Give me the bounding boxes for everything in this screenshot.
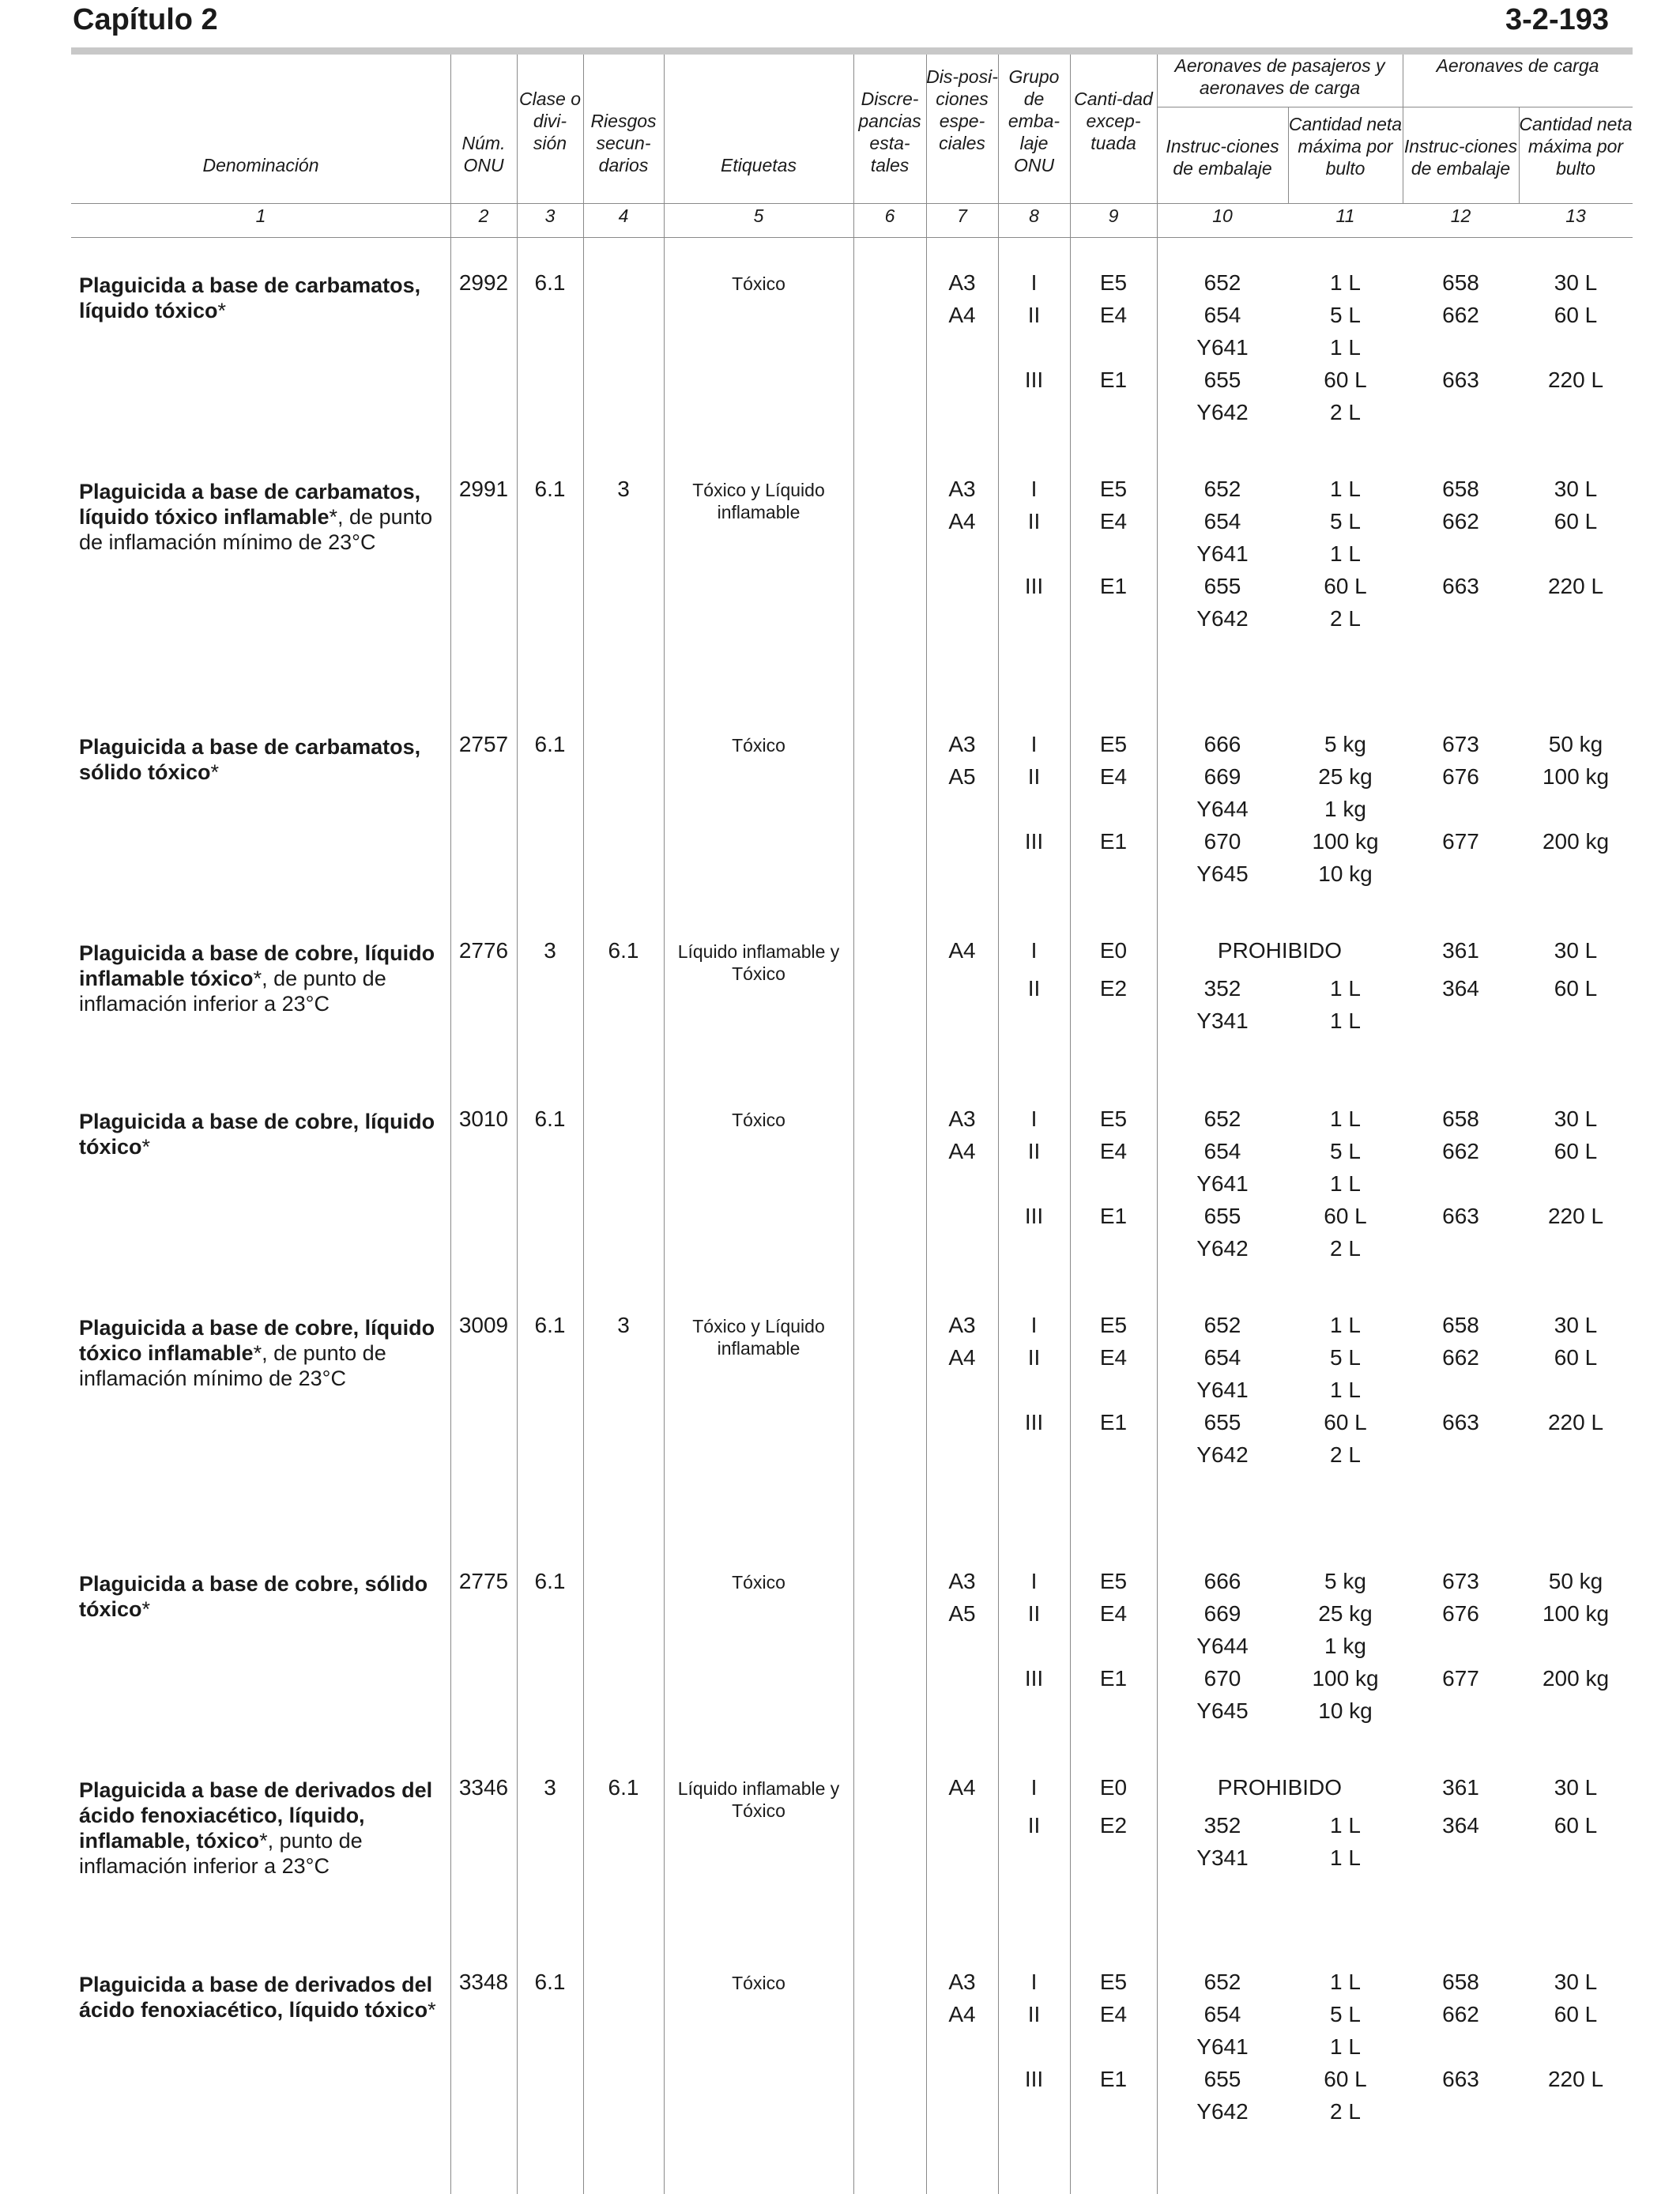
packing-instruction-pax: 670 bbox=[1203, 829, 1241, 854]
substance-name-bold: Plaguicida a base de derivados del ácido fenoxiacético, líquido, inflamable, tóxico bbox=[79, 1778, 433, 1853]
substance-name bbox=[79, 273, 450, 323]
max-qty-cargo: 220 L bbox=[1547, 1410, 1604, 1434]
max-qty-cargo: 100 kg bbox=[1542, 764, 1610, 789]
packing-group: II bbox=[1027, 1601, 1041, 1626]
max-qty-pax: 100 kg bbox=[1312, 829, 1379, 854]
col-divider bbox=[664, 55, 665, 2194]
packing-instruction-cargo: 658 bbox=[1442, 270, 1479, 295]
max-qty-cargo: 30 L bbox=[1554, 477, 1598, 501]
forbidden-text: PROHIBIDO bbox=[1217, 1775, 1343, 1800]
max-qty-pax: 5 L bbox=[1330, 2002, 1361, 2026]
packing-instruction-pax: 654 bbox=[1203, 1345, 1241, 1370]
max-qty-pax: 1 L bbox=[1330, 477, 1361, 501]
excepted-quantity: E1 bbox=[1099, 1410, 1128, 1434]
un-number: 2992 bbox=[458, 270, 509, 295]
max-qty-cargo: 60 L bbox=[1554, 2002, 1598, 2026]
max-qty-pax: 1 L bbox=[1330, 1813, 1361, 1838]
header-class: Clase o divi-sión bbox=[519, 89, 581, 153]
max-qty-pax: 25 kg bbox=[1318, 764, 1373, 789]
packing-instruction-pax: Y642 bbox=[1196, 606, 1249, 631]
max-qty-pax: 1 L bbox=[1330, 1970, 1361, 1994]
packing-group: I bbox=[1030, 477, 1038, 501]
packing-instruction-cargo: 662 bbox=[1442, 1345, 1479, 1370]
packing-group: I bbox=[1030, 1106, 1038, 1131]
substance-name bbox=[79, 1315, 450, 1391]
max-qty-pax: 1 L bbox=[1330, 270, 1361, 295]
excepted-quantity: E1 bbox=[1099, 574, 1128, 598]
substance-name-bold: Plaguicida a base de cobre, líquido tóxico inflamable bbox=[79, 1316, 435, 1365]
subsidiary-risk: 3 bbox=[617, 1313, 630, 1337]
substance-name bbox=[79, 479, 450, 555]
class-division: 6.1 bbox=[534, 477, 566, 501]
packing-instruction-pax: 655 bbox=[1203, 1204, 1241, 1228]
max-qty-cargo: 30 L bbox=[1554, 1970, 1598, 1994]
max-qty-cargo: 60 L bbox=[1554, 303, 1598, 327]
packing-group: III bbox=[1024, 368, 1044, 392]
col-number: 8 bbox=[1029, 205, 1039, 226]
packing-instruction-cargo: 662 bbox=[1442, 303, 1479, 327]
header-qty-pax: Cantidad neta máxima por bulto bbox=[1288, 114, 1403, 179]
max-qty-pax: 1 L bbox=[1330, 1008, 1361, 1033]
class-division: 3 bbox=[544, 1775, 556, 1800]
packing-group: II bbox=[1027, 976, 1041, 1001]
col-number: 3 bbox=[544, 205, 556, 226]
header-labels: Etiquetas bbox=[721, 155, 797, 175]
packing-instruction-pax: Y642 bbox=[1196, 2099, 1249, 2124]
max-qty-pax: 5 L bbox=[1330, 1139, 1361, 1163]
substance-name bbox=[79, 1777, 450, 1879]
packing-instruction-pax: 655 bbox=[1203, 368, 1241, 392]
packing-group: III bbox=[1024, 1666, 1044, 1691]
hazard-labels: Tóxico bbox=[732, 1110, 785, 1130]
substance-name-bold: Plaguicida a base de cobre, sólido tóxico bbox=[79, 1572, 428, 1621]
hazard-labels: Tóxico bbox=[732, 273, 785, 294]
packing-instruction-cargo: 676 bbox=[1442, 1601, 1479, 1626]
packing-group: II bbox=[1027, 1813, 1041, 1838]
max-qty-pax: 1 L bbox=[1330, 1378, 1361, 1402]
substance-name bbox=[79, 1109, 450, 1159]
subsidiary-risk: 6.1 bbox=[608, 1775, 639, 1800]
packing-group: II bbox=[1027, 303, 1041, 327]
excepted-quantity: E5 bbox=[1099, 1313, 1128, 1337]
subsidiary-risk: 3 bbox=[617, 477, 630, 501]
special-provision: A4 bbox=[948, 938, 976, 963]
col-number: 10 bbox=[1212, 205, 1233, 226]
packing-instruction-cargo: 663 bbox=[1442, 1204, 1479, 1228]
excepted-quantity: E0 bbox=[1099, 938, 1128, 963]
max-qty-cargo: 30 L bbox=[1554, 1313, 1598, 1337]
substance-name-bold: Plaguicida a base de cobre, líquido tóxico bbox=[79, 1110, 435, 1159]
excepted-quantity: E1 bbox=[1099, 2067, 1128, 2091]
packing-instruction-pax: Y645 bbox=[1196, 861, 1249, 886]
excepted-quantity: E4 bbox=[1099, 2002, 1128, 2026]
packing-instruction-cargo: 673 bbox=[1442, 732, 1479, 756]
max-qty-pax: 2 L bbox=[1330, 606, 1361, 631]
class-division: 6.1 bbox=[534, 1970, 566, 1994]
substance-name-rest: * bbox=[428, 1998, 436, 2022]
max-qty-pax: 10 kg bbox=[1318, 1698, 1373, 1723]
col-divider bbox=[853, 55, 854, 2194]
excepted-quantity: E5 bbox=[1099, 1106, 1128, 1131]
hazard-labels: Tóxico y Líquido inflamable bbox=[692, 480, 825, 522]
max-qty-pax: 1 L bbox=[1330, 1106, 1361, 1131]
un-number: 2776 bbox=[458, 938, 509, 963]
header-pi-pax: Instruc-ciones de embalaje bbox=[1166, 136, 1279, 179]
max-qty-cargo: 220 L bbox=[1547, 574, 1604, 598]
max-qty-cargo: 220 L bbox=[1547, 368, 1604, 392]
packing-group: II bbox=[1027, 764, 1041, 789]
packing-instruction-pax: 655 bbox=[1203, 574, 1241, 598]
packing-instruction-cargo: 662 bbox=[1442, 2002, 1479, 2026]
max-qty-pax: 60 L bbox=[1324, 368, 1367, 392]
excepted-quantity: E0 bbox=[1099, 1775, 1128, 1800]
excepted-quantity: E4 bbox=[1099, 764, 1128, 789]
col-divider bbox=[583, 55, 584, 2194]
max-qty-cargo: 220 L bbox=[1547, 2067, 1604, 2091]
max-qty-cargo: 50 kg bbox=[1548, 732, 1603, 756]
max-qty-pax: 2 L bbox=[1330, 1442, 1361, 1467]
max-qty-pax: 1 kg bbox=[1324, 797, 1366, 821]
excepted-quantity: E2 bbox=[1099, 976, 1128, 1001]
un-number: 2775 bbox=[458, 1569, 509, 1593]
packing-group: I bbox=[1030, 938, 1038, 963]
max-qty-cargo: 30 L bbox=[1554, 1775, 1598, 1800]
packing-instruction-pax: Y641 bbox=[1196, 1378, 1249, 1402]
packing-instruction-cargo: 677 bbox=[1442, 1666, 1479, 1691]
special-provision: A3 bbox=[948, 732, 976, 756]
excepted-quantity: E1 bbox=[1099, 368, 1128, 392]
substance-name-rest: * bbox=[210, 760, 220, 784]
packing-instruction-cargo: 662 bbox=[1442, 1139, 1479, 1163]
header-cargo-group: Aeronaves de carga bbox=[1436, 55, 1599, 76]
packing-instruction-pax: 669 bbox=[1203, 1601, 1241, 1626]
special-provision: A3 bbox=[948, 1569, 976, 1593]
col-number: 4 bbox=[618, 205, 629, 226]
special-provision: A4 bbox=[948, 2002, 976, 2026]
col-number: 12 bbox=[1450, 205, 1471, 226]
packing-instruction-pax: Y644 bbox=[1196, 797, 1249, 821]
excepted-quantity: E2 bbox=[1099, 1813, 1128, 1838]
max-qty-pax: 100 kg bbox=[1312, 1666, 1379, 1691]
max-qty-pax: 1 L bbox=[1330, 541, 1361, 566]
packing-group: I bbox=[1030, 270, 1038, 295]
max-qty-cargo: 100 kg bbox=[1542, 1601, 1610, 1626]
header-qty-cargo: Cantidad neta máxima por bulto bbox=[1519, 114, 1633, 179]
packing-instruction-cargo: 662 bbox=[1442, 509, 1479, 533]
class-division: 6.1 bbox=[534, 270, 566, 295]
class-division: 3 bbox=[544, 938, 556, 963]
class-division: 6.1 bbox=[534, 1106, 566, 1131]
special-provision: A5 bbox=[948, 764, 976, 789]
hazard-labels: Líquido inflamable y Tóxico bbox=[677, 941, 840, 984]
packing-instruction-cargo: 364 bbox=[1442, 1813, 1479, 1838]
col-number: 2 bbox=[478, 205, 489, 226]
special-provision: A4 bbox=[948, 303, 976, 327]
packing-group: III bbox=[1024, 1204, 1044, 1228]
max-qty-cargo: 60 L bbox=[1554, 509, 1598, 533]
packing-instruction-cargo: 677 bbox=[1442, 829, 1479, 854]
substance-name-rest: * bbox=[141, 1135, 151, 1159]
packing-instruction-cargo: 663 bbox=[1442, 1410, 1479, 1434]
un-number: 3346 bbox=[458, 1775, 509, 1800]
class-division: 6.1 bbox=[534, 1313, 566, 1337]
max-qty-pax: 1 L bbox=[1330, 1313, 1361, 1337]
excepted-quantity: E5 bbox=[1099, 732, 1128, 756]
dangerous-goods-table bbox=[71, 55, 1633, 2194]
hazard-labels: Tóxico bbox=[732, 1572, 785, 1593]
packing-instruction-pax: 654 bbox=[1203, 509, 1241, 533]
packing-group: I bbox=[1030, 1569, 1038, 1593]
substance-name bbox=[79, 1972, 450, 2022]
packing-group: II bbox=[1027, 2002, 1041, 2026]
un-number: 2991 bbox=[458, 477, 509, 501]
excepted-quantity: E5 bbox=[1099, 477, 1128, 501]
substance-name-bold: Plaguicida a base de carbamatos, líquido tóxico bbox=[79, 273, 421, 322]
forbidden-text: PROHIBIDO bbox=[1217, 938, 1343, 963]
packing-instruction-pax: 654 bbox=[1203, 2002, 1241, 2026]
max-qty-pax: 5 L bbox=[1330, 303, 1361, 327]
packing-instruction-pax: Y341 bbox=[1196, 1008, 1249, 1033]
packing-group: II bbox=[1027, 1345, 1041, 1370]
max-qty-pax: 60 L bbox=[1324, 2067, 1367, 2091]
substance-name-bold: Plaguicida a base de carbamatos, líquido tóxico inflamable bbox=[79, 480, 421, 529]
header-pi-cargo: Instruc-ciones de embalaje bbox=[1403, 136, 1518, 179]
col-number: 6 bbox=[884, 205, 895, 226]
packing-instruction-pax: 666 bbox=[1203, 732, 1241, 756]
packing-instruction-cargo: 663 bbox=[1442, 2067, 1479, 2091]
packing-instruction-cargo: 364 bbox=[1442, 976, 1479, 1001]
hazard-labels: Tóxico y Líquido inflamable bbox=[692, 1316, 825, 1359]
page-number: 3-2-193 bbox=[1505, 3, 1609, 36]
substance-name bbox=[79, 734, 450, 785]
packing-instruction-pax: Y641 bbox=[1196, 335, 1249, 360]
packing-instruction-pax: 352 bbox=[1203, 1813, 1241, 1838]
max-qty-pax: 1 L bbox=[1330, 335, 1361, 360]
hazard-labels: Líquido inflamable y Tóxico bbox=[677, 1778, 840, 1821]
substance-name-bold: Plaguicida a base de derivados del ácido fenoxiacético, líquido tóxico bbox=[79, 1973, 433, 2022]
header-packing-group: Grupo de emba-laje ONU bbox=[1008, 66, 1060, 175]
header-subrisk: Riesgos secun-darios bbox=[590, 111, 657, 175]
col-number: 7 bbox=[957, 205, 967, 226]
substance-name-rest: *, punto de inflamación inferior a 23°C bbox=[79, 1829, 363, 1878]
max-qty-cargo: 60 L bbox=[1554, 1345, 1598, 1370]
packing-group: III bbox=[1024, 829, 1044, 854]
substance-name-rest: * bbox=[217, 299, 227, 322]
packing-instruction-pax: 666 bbox=[1203, 1569, 1241, 1593]
max-qty-cargo: 30 L bbox=[1554, 270, 1598, 295]
max-qty-pax: 5 L bbox=[1330, 509, 1361, 533]
excepted-quantity: E4 bbox=[1099, 1601, 1128, 1626]
substance-name-rest: * bbox=[141, 1597, 151, 1621]
special-provision: A4 bbox=[948, 509, 976, 533]
header-un: Núm. ONU bbox=[461, 133, 506, 175]
special-provision: A3 bbox=[948, 270, 976, 295]
packing-instruction-pax: 670 bbox=[1203, 1666, 1241, 1691]
col-number: 5 bbox=[753, 205, 764, 226]
packing-group: II bbox=[1027, 1139, 1041, 1163]
un-number: 3348 bbox=[458, 1970, 509, 1994]
special-provision: A3 bbox=[948, 1106, 976, 1131]
max-qty-pax: 1 L bbox=[1330, 1171, 1361, 1196]
packing-instruction-cargo: 361 bbox=[1442, 1775, 1479, 1800]
packing-instruction-pax: 652 bbox=[1203, 1970, 1241, 1994]
class-division: 6.1 bbox=[534, 732, 566, 756]
special-provision: A5 bbox=[948, 1601, 976, 1626]
packing-instruction-pax: 669 bbox=[1203, 764, 1241, 789]
max-qty-pax: 10 kg bbox=[1318, 861, 1373, 886]
packing-instruction-pax: Y641 bbox=[1196, 1171, 1249, 1196]
excepted-quantity: E5 bbox=[1099, 1569, 1128, 1593]
packing-instruction-cargo: 663 bbox=[1442, 574, 1479, 598]
packing-instruction-pax: Y341 bbox=[1196, 1845, 1249, 1870]
packing-instruction-pax: Y642 bbox=[1196, 1236, 1249, 1261]
packing-instruction-pax: 652 bbox=[1203, 270, 1241, 295]
packing-group: I bbox=[1030, 1775, 1038, 1800]
substance-name bbox=[79, 941, 450, 1016]
packing-group: III bbox=[1024, 1410, 1044, 1434]
packing-instruction-cargo: 658 bbox=[1442, 1970, 1479, 1994]
packing-group: I bbox=[1030, 732, 1038, 756]
max-qty-cargo: 200 kg bbox=[1542, 1666, 1610, 1691]
packing-instruction-pax: 352 bbox=[1203, 976, 1241, 1001]
max-qty-cargo: 60 L bbox=[1554, 1813, 1598, 1838]
substance-name-rest: *, de punto de inflamación mínimo de 23°C bbox=[79, 1341, 386, 1390]
special-provision: A3 bbox=[948, 477, 976, 501]
packing-instruction-pax: Y644 bbox=[1196, 1634, 1249, 1658]
header-pax-group: Aeronaves de pasajeros y aeronaves de carga bbox=[1174, 55, 1385, 98]
max-qty-pax: 5 L bbox=[1330, 1345, 1361, 1370]
class-division: 6.1 bbox=[534, 1569, 566, 1593]
substance-name-bold: Plaguicida a base de cobre, líquido inflamable tóxico bbox=[79, 941, 435, 990]
subsidiary-risk: 6.1 bbox=[608, 938, 639, 963]
packing-instruction-pax: Y645 bbox=[1196, 1698, 1249, 1723]
header-rule bbox=[71, 203, 1633, 204]
max-qty-cargo: 30 L bbox=[1554, 938, 1598, 963]
hazard-labels: Tóxico bbox=[732, 1973, 785, 1993]
substance-name-rest: *, de punto de inflamación mínimo de 23°C bbox=[79, 505, 433, 554]
max-qty-pax: 2 L bbox=[1330, 1236, 1361, 1261]
excepted-quantity: E4 bbox=[1099, 1139, 1128, 1163]
packing-instruction-cargo: 658 bbox=[1442, 477, 1479, 501]
max-qty-pax: 1 L bbox=[1330, 1845, 1361, 1870]
packing-instruction-pax: 652 bbox=[1203, 477, 1241, 501]
substance-name-bold: Plaguicida a base de carbamatos, sólido tóxico bbox=[79, 735, 421, 784]
packing-group: I bbox=[1030, 1313, 1038, 1337]
packing-group: III bbox=[1024, 574, 1044, 598]
packing-instruction-cargo: 673 bbox=[1442, 1569, 1479, 1593]
special-provision: A3 bbox=[948, 1970, 976, 1994]
max-qty-cargo: 60 L bbox=[1554, 1139, 1598, 1163]
packing-instruction-cargo: 361 bbox=[1442, 938, 1479, 963]
excepted-quantity: E1 bbox=[1099, 829, 1128, 854]
header-excepted: Canti-dad excep-tuada bbox=[1074, 89, 1153, 153]
special-provision: A3 bbox=[948, 1313, 976, 1337]
max-qty-pax: 5 kg bbox=[1324, 732, 1366, 756]
max-qty-pax: 1 L bbox=[1330, 976, 1361, 1001]
packing-instruction-pax: 652 bbox=[1203, 1313, 1241, 1337]
packing-instruction-pax: Y641 bbox=[1196, 2034, 1249, 2059]
max-qty-cargo: 60 L bbox=[1554, 976, 1598, 1001]
packing-instruction-cargo: 658 bbox=[1442, 1313, 1479, 1337]
packing-instruction-pax: 652 bbox=[1203, 1106, 1241, 1131]
max-qty-pax: 60 L bbox=[1324, 574, 1367, 598]
packing-group: II bbox=[1027, 509, 1041, 533]
top-rule bbox=[71, 47, 1633, 55]
packing-instruction-cargo: 658 bbox=[1442, 1106, 1479, 1131]
number-rule bbox=[71, 237, 1633, 238]
packing-instruction-pax: 655 bbox=[1203, 2067, 1241, 2091]
header-special: Dis-posi-ciones espe-ciales bbox=[926, 66, 998, 153]
col-number: 9 bbox=[1108, 205, 1119, 226]
special-provision: A4 bbox=[948, 1775, 976, 1800]
excepted-quantity: E5 bbox=[1099, 1970, 1128, 1994]
max-qty-cargo: 30 L bbox=[1554, 1106, 1598, 1131]
packing-instruction-pax: Y642 bbox=[1196, 1442, 1249, 1467]
excepted-quantity: E1 bbox=[1099, 1204, 1128, 1228]
special-provision: A4 bbox=[948, 1139, 976, 1163]
excepted-quantity: E1 bbox=[1099, 1666, 1128, 1691]
hazard-labels: Tóxico bbox=[732, 735, 785, 756]
max-qty-cargo: 220 L bbox=[1547, 1204, 1604, 1228]
max-qty-pax: 2 L bbox=[1330, 400, 1361, 424]
max-qty-pax: 5 kg bbox=[1324, 1569, 1366, 1593]
header-variations: Discre-pancias esta-tales bbox=[858, 89, 921, 175]
excepted-quantity: E5 bbox=[1099, 270, 1128, 295]
packing-instruction-cargo: 676 bbox=[1442, 764, 1479, 789]
special-provision: A4 bbox=[948, 1345, 976, 1370]
packing-instruction-pax: Y642 bbox=[1196, 400, 1249, 424]
un-number: 2757 bbox=[458, 732, 509, 756]
substance-name-rest: *, de punto de inflamación inferior a 23°C bbox=[79, 967, 386, 1016]
packing-instruction-cargo: 663 bbox=[1442, 368, 1479, 392]
max-qty-pax: 1 kg bbox=[1324, 1634, 1366, 1658]
max-qty-pax: 1 L bbox=[1330, 2034, 1361, 2059]
packing-instruction-pax: Y641 bbox=[1196, 541, 1249, 566]
substance-name bbox=[79, 1571, 450, 1622]
col-number: 13 bbox=[1565, 205, 1586, 226]
max-qty-cargo: 50 kg bbox=[1548, 1569, 1603, 1593]
max-qty-pax: 2 L bbox=[1330, 2099, 1361, 2124]
packing-group: III bbox=[1024, 2067, 1044, 2091]
excepted-quantity: E4 bbox=[1099, 1345, 1128, 1370]
packing-instruction-pax: 654 bbox=[1203, 1139, 1241, 1163]
un-number: 3009 bbox=[458, 1313, 509, 1337]
max-qty-cargo: 200 kg bbox=[1542, 829, 1610, 854]
excepted-quantity: E4 bbox=[1099, 509, 1128, 533]
col-number: 1 bbox=[255, 205, 266, 226]
chapter-title: Capítulo 2 bbox=[73, 3, 218, 36]
packing-instruction-pax: 654 bbox=[1203, 303, 1241, 327]
max-qty-pax: 60 L bbox=[1324, 1204, 1367, 1228]
max-qty-pax: 60 L bbox=[1324, 1410, 1367, 1434]
packing-instruction-pax: 655 bbox=[1203, 1410, 1241, 1434]
packing-group: I bbox=[1030, 1970, 1038, 1994]
max-qty-pax: 25 kg bbox=[1318, 1601, 1373, 1626]
un-number: 3010 bbox=[458, 1106, 509, 1131]
excepted-quantity: E4 bbox=[1099, 303, 1128, 327]
col-number: 11 bbox=[1335, 205, 1355, 226]
header-name: Denominación bbox=[202, 155, 319, 175]
